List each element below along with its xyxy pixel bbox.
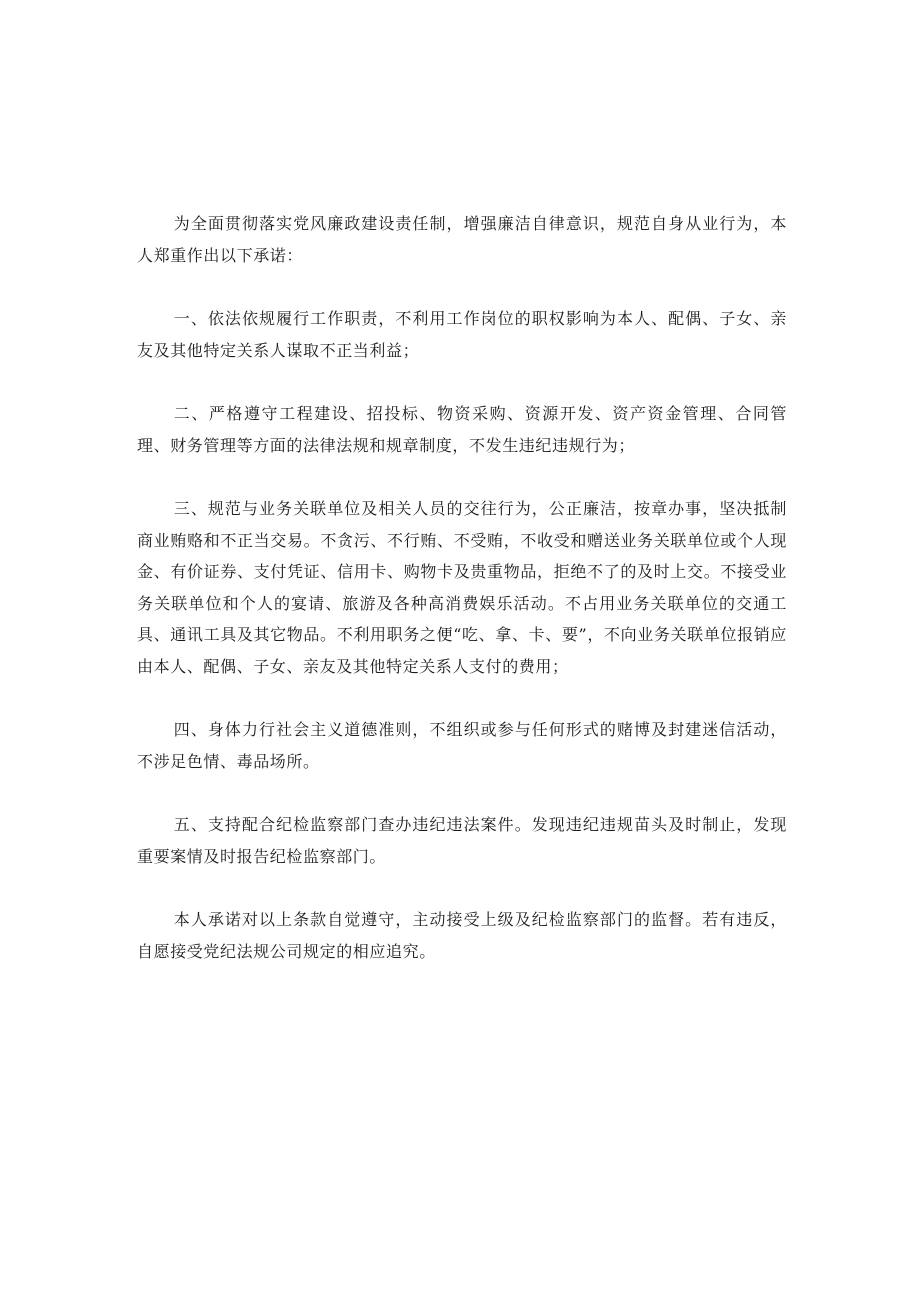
commitment-item-5: 五、支持配合纪检监察部门查办违纪违法案件。发现违纪违规苗头及时制止，发现重要案情及时报告纪检监察部门。 [137, 815, 787, 866]
closing-paragraph: 本人承诺对以上条款自觉遵守，主动接受上级及纪检监察部门的监督。若有违反，自愿接受党纪法规公司规定的相应追究。 [137, 910, 787, 961]
commitment-item-2: 二、严格遵守工程建设、招投标、物资采购、资源开发、资产资金管理、合同管理、财务管理等方面的法律法规和规章制度，不发生违纪违规行为； [137, 404, 787, 455]
commitment-item-4: 四、身体力行社会主义道德准则，不组织或参与任何形式的赌博及封建迷信活动，不涉足色情、毒品场所。 [137, 720, 787, 771]
intro-paragraph: 为全面贯彻落实党风廉政建设责任制，增强廉洁自律意识，规范自身从业行为，本人郑重作出以下承诺： [137, 214, 787, 265]
commitment-item-3: 三、规范与业务关联单位及相关人员的交往行为，公正廉洁，按章办事，坚决抵制商业贿赂和不正当交易。不贪污、不行贿、不受贿，不收受和赠送业务关联单位或个人现金、有价证券、支付凭证、信用卡、购物卡及贵重物品，拒绝不了的及时上交。不接受业务关联单位和个人的宴请、旅游及各种高消费娱乐活动。不占用业务关联单位的交通工具、通讯工具及其它物品。不利用职务之便“吃、拿、卡、要”，不向业务关联单位报销应由本人、配偶、子女、亲友及其他特定关系人支付的费用； [137, 499, 787, 676]
commitment-item-1: 一、依法依规履行工作职责，不利用工作岗位的职权影响为本人、配偶、子女、亲友及其他特定关系人谋取不正当利益； [137, 309, 787, 360]
document-body [137, 208, 787, 999]
